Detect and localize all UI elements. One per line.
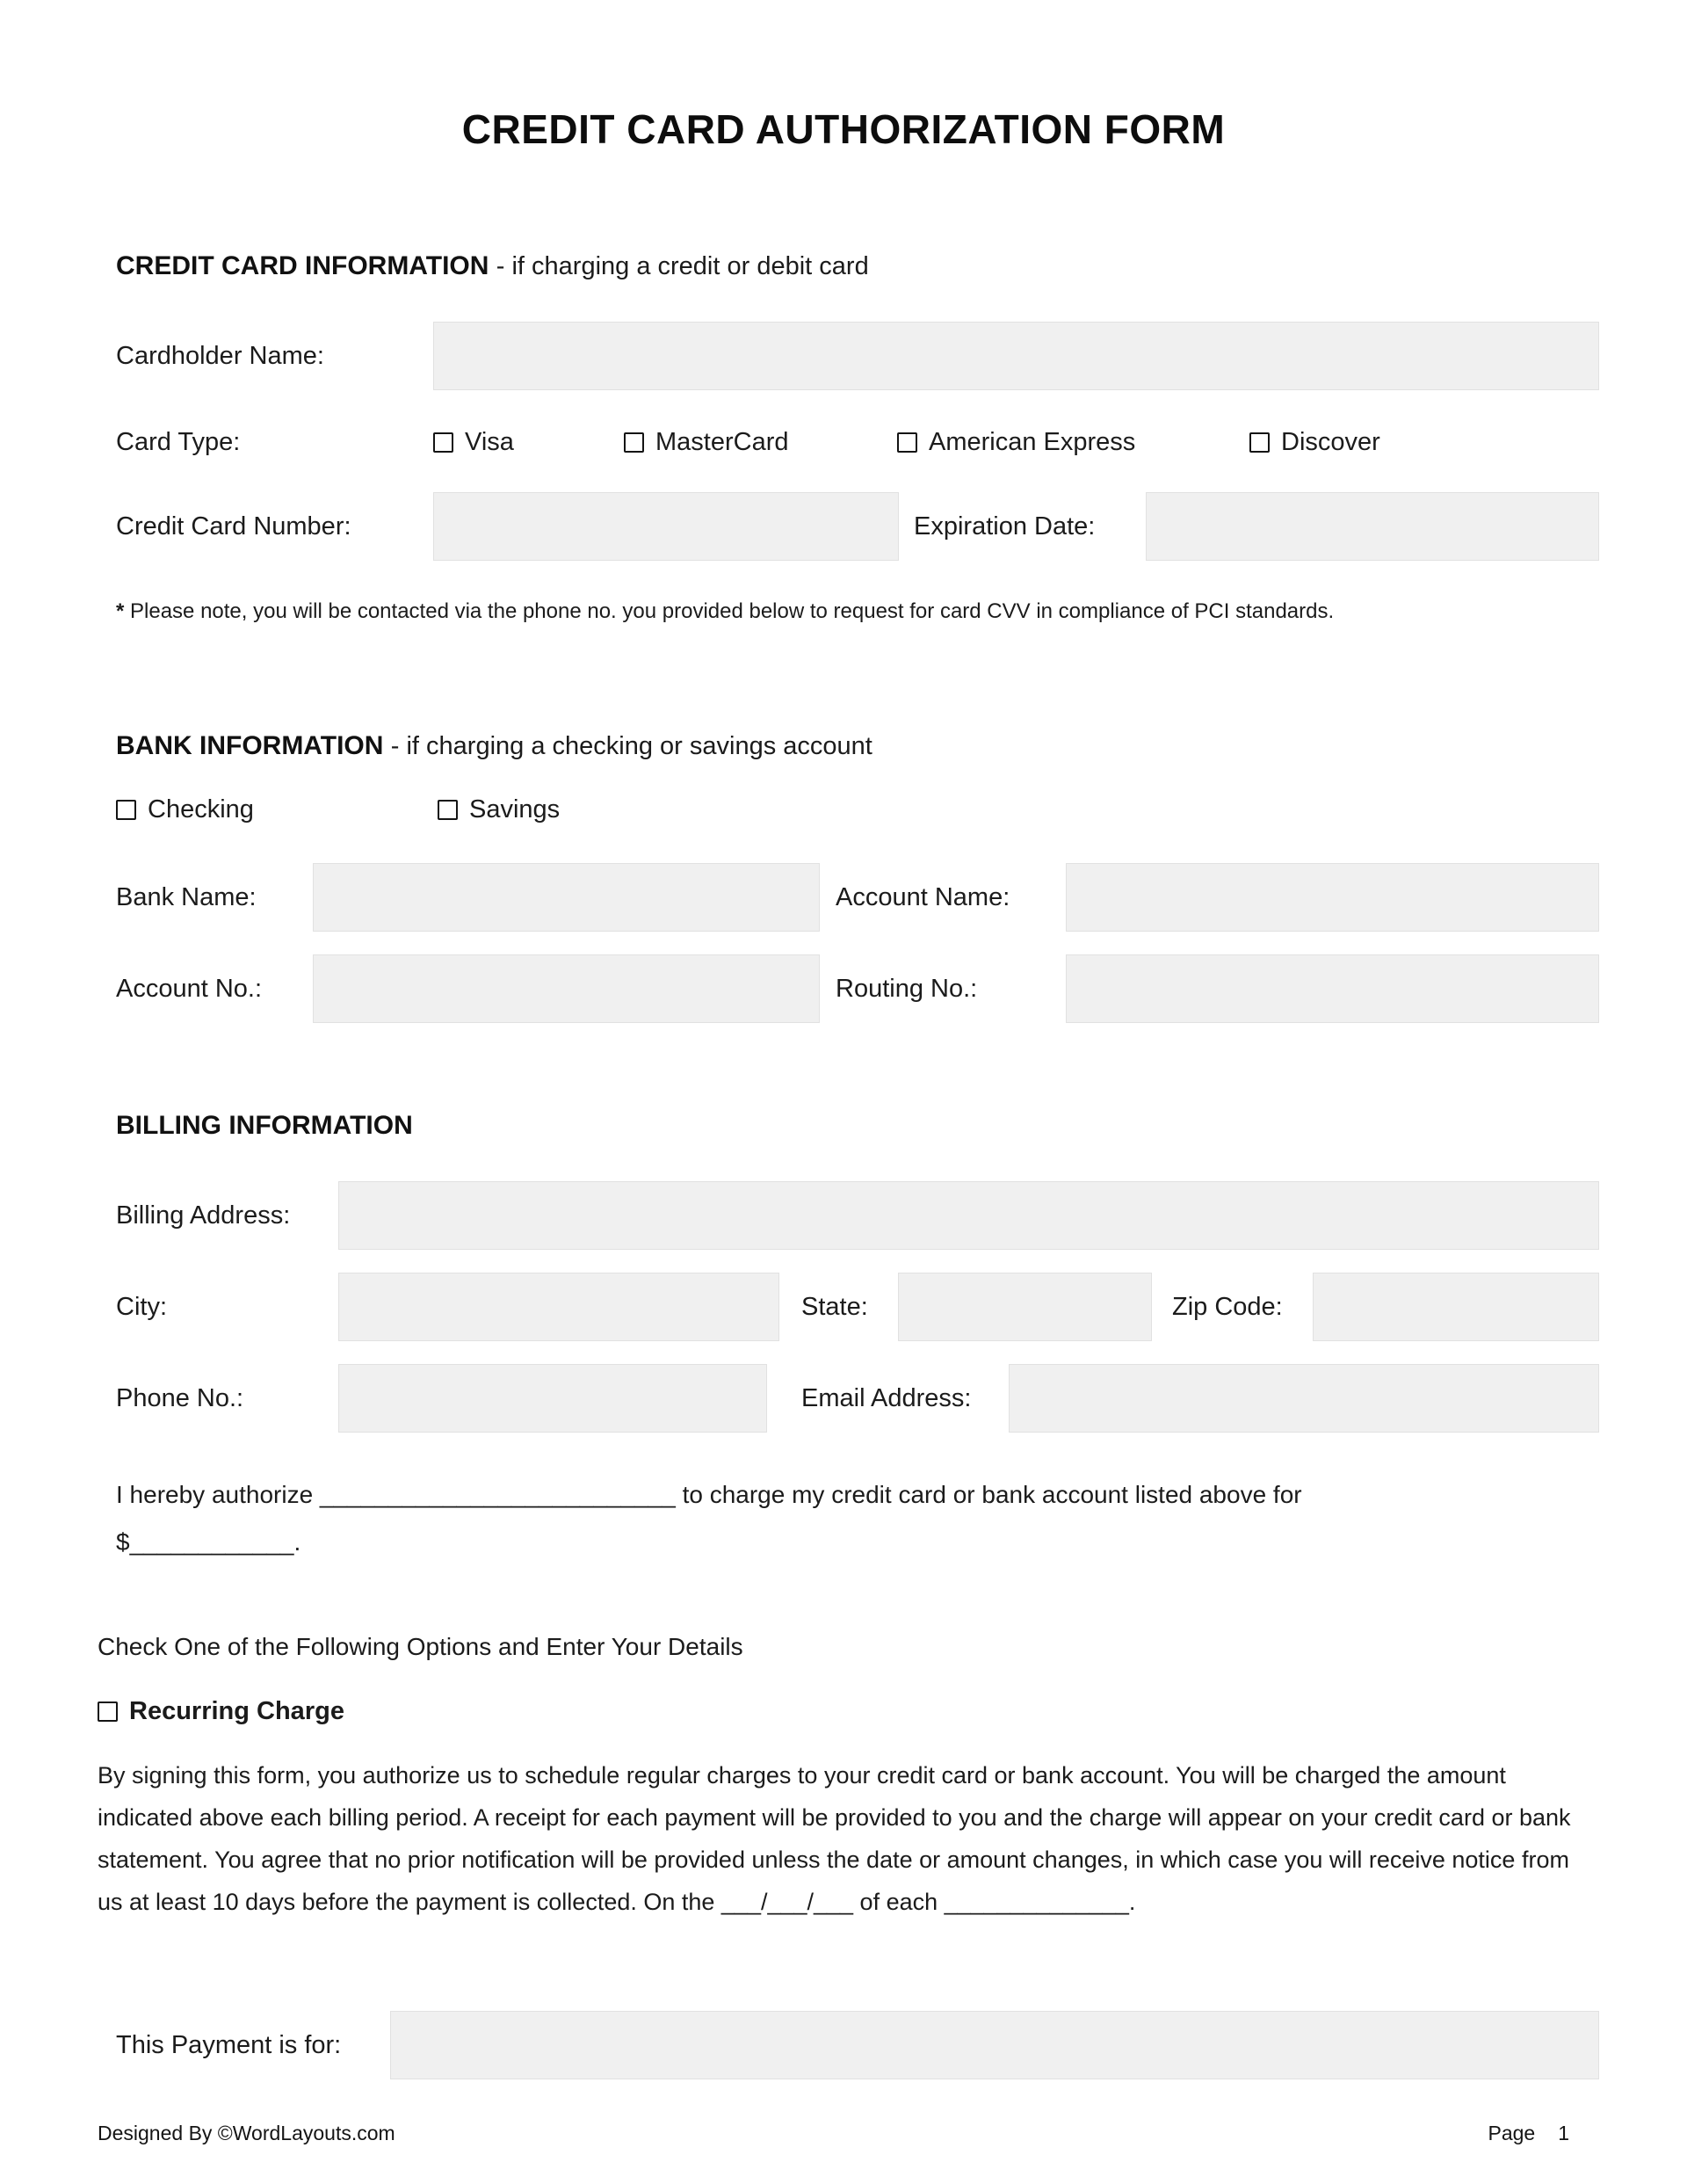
city-input[interactable] (338, 1273, 779, 1341)
account-no-label: Account No.: (116, 974, 263, 1003)
email-address-label: Email Address: (801, 1383, 972, 1412)
cvv-note-asterisk: * (116, 599, 125, 623)
section-heading-text: CREDIT CARD INFORMATION (116, 251, 489, 280)
bank-name-row (116, 863, 1599, 932)
savings-checkbox[interactable] (438, 800, 458, 820)
section-heading-subtitle: - if charging a credit or debit card (496, 252, 869, 280)
checking-label: Checking (148, 795, 254, 824)
footer-credit: Designed By ©WordLayouts.com (98, 2122, 395, 2144)
section-heading-text: BANK INFORMATION (116, 731, 384, 760)
city-label: City: (116, 1292, 167, 1321)
credit-card-number-input[interactable] (433, 492, 899, 561)
section-heading-text: BILLING INFORMATION (116, 1111, 413, 1140)
discover-checkbox[interactable] (1249, 432, 1270, 453)
american-express-checkbox[interactable] (897, 432, 917, 453)
card-type-option-visa (433, 428, 624, 457)
payment-for-input[interactable] (390, 2011, 1599, 2079)
mastercard-label: MasterCard (655, 427, 789, 456)
american-express-label: American Express (929, 427, 1136, 456)
options-instruction: Check One of the Following Options and Enter Your Details (98, 1633, 743, 1660)
email-address-input[interactable] (1009, 1364, 1599, 1433)
cardholder-name-input[interactable] (433, 322, 1599, 390)
card-type-option-mastercard (624, 428, 897, 457)
credit-card-section-heading (116, 250, 869, 282)
bank-name-label: Bank Name: (116, 882, 257, 911)
recurring-charge-terms: By signing this form, you authorize us to schedule regular charges to your credit card or bank account. You will be charged the amount indicated above each billing period. A receipt for each payment will be provided to you and the charge will appear on your credit card or bank statement. You agree that no prior notification will be provided unless the date or amount changes, in which case you will receive notice from us at least 10 days before the payment is collected. On the ___/___/___ of each ______________. (98, 1762, 1571, 1915)
recurring-charge-label: Recurring Charge (129, 1696, 344, 1725)
account-type-option-savings (438, 795, 560, 824)
phone-no-label: Phone No.: (116, 1383, 244, 1412)
zip-code-label: Zip Code: (1172, 1292, 1283, 1321)
mastercard-checkbox[interactable] (624, 432, 644, 453)
page-number-value: 1 (1558, 2122, 1569, 2144)
routing-no-label: Routing No.: (836, 974, 978, 1003)
page-title: CREDIT CARD AUTHORIZATION FORM (461, 106, 1226, 152)
billing-address-label: Billing Address: (116, 1201, 291, 1230)
section-heading-subtitle: - if charging a checking or savings account (390, 732, 872, 760)
authorization-line2: $____________. (116, 1528, 301, 1556)
state-input[interactable] (898, 1273, 1152, 1341)
recurring-charge-checkbox[interactable] (98, 1701, 118, 1722)
phone-email-row (116, 1364, 1599, 1433)
footer-page-number (1488, 2122, 1569, 2145)
billing-address-row (116, 1181, 1599, 1250)
card-type-label: Card Type: (116, 427, 241, 456)
zip-code-input[interactable] (1313, 1273, 1599, 1341)
cvv-note (116, 599, 1334, 624)
authorization-statement (116, 1471, 1522, 1566)
account-no-input[interactable] (313, 954, 820, 1023)
credit-card-number-row (116, 492, 1599, 561)
card-type-option-discover (1249, 428, 1380, 457)
card-type-option-amex (897, 428, 1249, 457)
expiration-date-label: Expiration Date: (914, 512, 1096, 541)
expiration-date-input[interactable] (1146, 492, 1599, 561)
account-type-option-checking (116, 795, 438, 824)
account-name-input[interactable] (1066, 863, 1599, 932)
visa-label: Visa (465, 427, 514, 456)
checking-checkbox[interactable] (116, 800, 136, 820)
card-type-row (116, 424, 1599, 461)
discover-label: Discover (1281, 427, 1380, 456)
cvv-note-text: Please note, you will be contacted via the phone no. you provided below to request for card CVV in compliance of PCI standards. (130, 599, 1335, 623)
cardholder-name-label: Cardholder Name: (116, 341, 324, 370)
credit-card-number-label: Credit Card Number: (116, 512, 351, 541)
routing-no-input[interactable] (1066, 954, 1599, 1023)
visa-checkbox[interactable] (433, 432, 453, 453)
account-no-row (116, 954, 1599, 1023)
billing-section-heading (116, 1110, 413, 1142)
page-label: Page (1488, 2122, 1536, 2144)
billing-address-input[interactable] (338, 1181, 1599, 1250)
account-name-label: Account Name: (836, 882, 1010, 911)
recurring-charge-option (98, 1696, 344, 1726)
phone-no-input[interactable] (338, 1364, 767, 1433)
account-type-row (116, 791, 1599, 828)
state-label: State: (801, 1292, 868, 1321)
payment-for-row (116, 2011, 1599, 2079)
bank-name-input[interactable] (313, 863, 820, 932)
payment-for-label: This Payment is for: (116, 2030, 342, 2059)
cardholder-name-row (116, 322, 1599, 390)
city-state-zip-row (116, 1273, 1599, 1341)
savings-label: Savings (469, 795, 561, 824)
bank-section-heading (116, 730, 872, 762)
authorization-line1: I hereby authorize __________________________ to charge my credit card or bank account listed above for (116, 1481, 1302, 1508)
